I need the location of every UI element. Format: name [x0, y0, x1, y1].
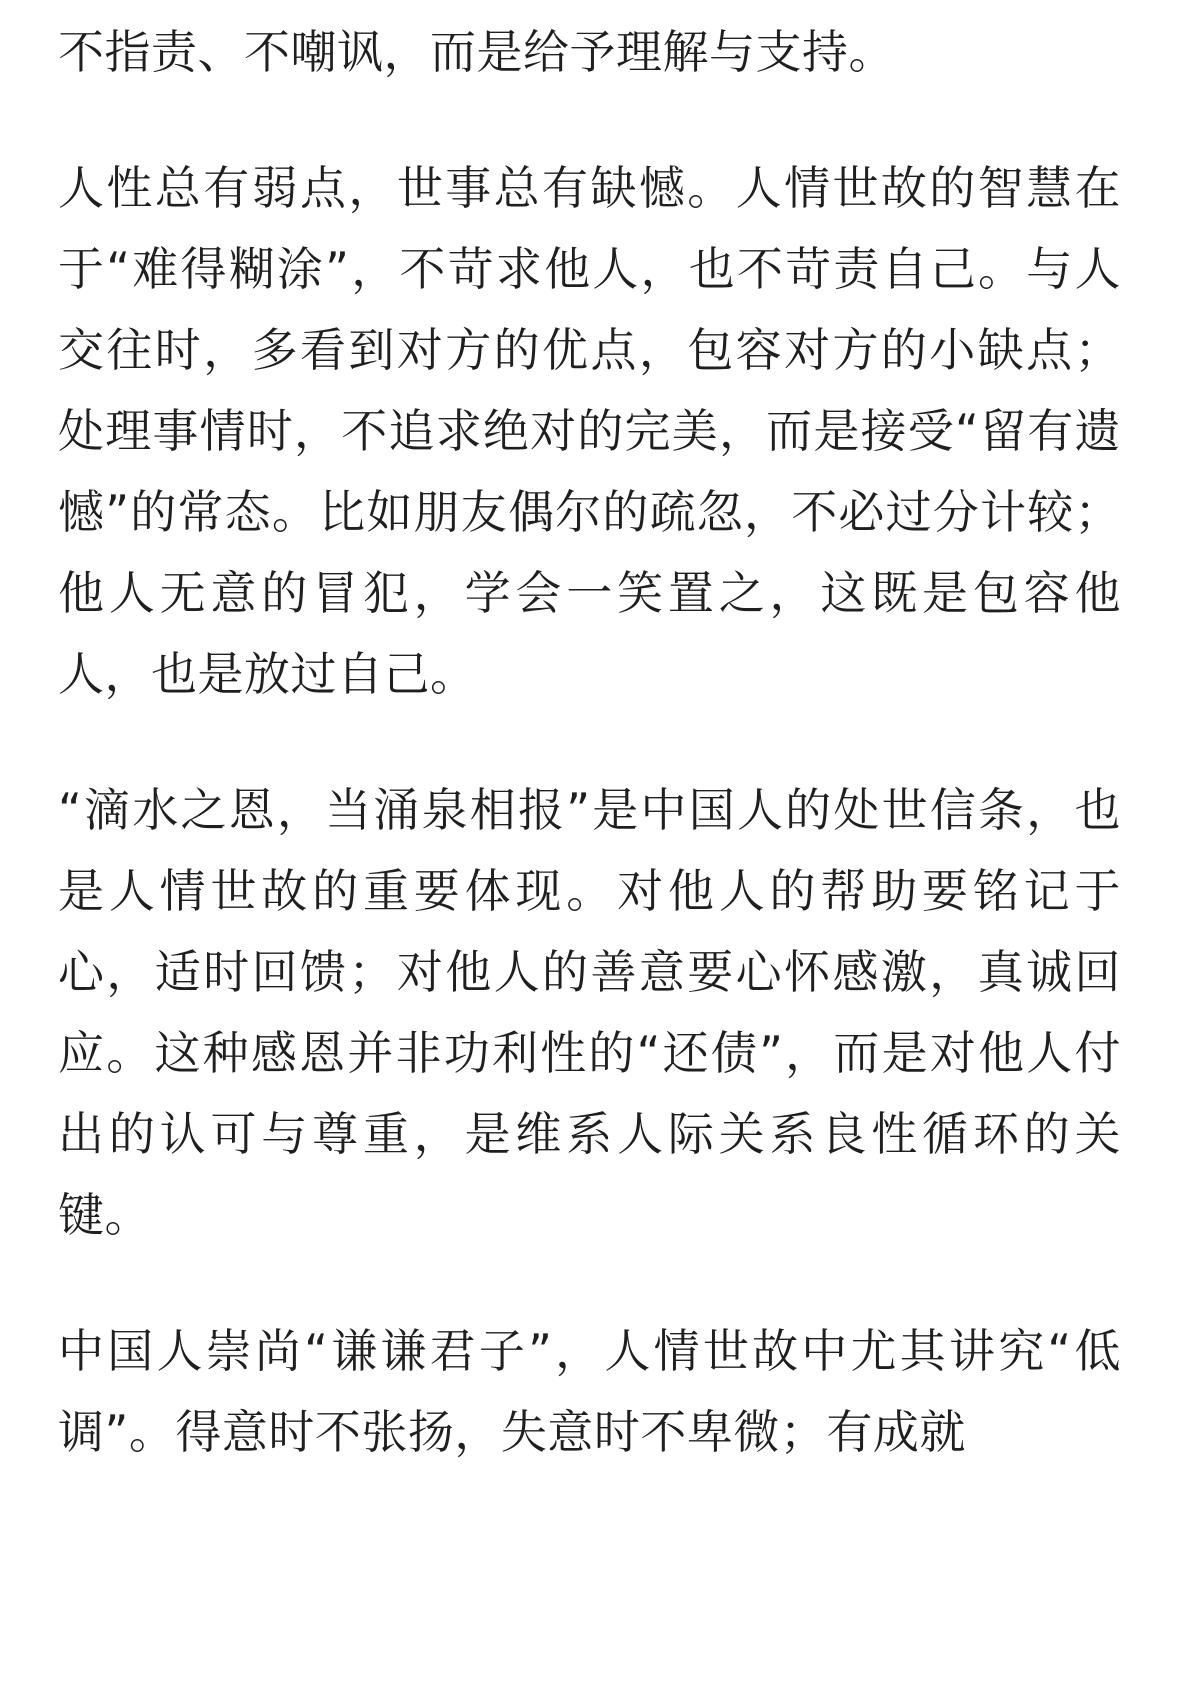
paragraph-2: 人性总有弱点，世事总有缺憾。人情世故的智慧在于“难得糊涂”，不苛求他人，也不苛责自己。与人交往时，多看到对方的优点，包容对方的小缺点；处理事情时，不追求绝对的完美，而是接受“留有遗憾”的常态。比如朋友偶尔的疏忽，不必过分计较；他人无意的冒犯，学会一笑置之，这既是包容他人，也是放过自己。	[58, 161, 1121, 701]
article-body	[58, 12, 1121, 1473]
paragraph-1: 不指责、不嘲讽，而是给予理解与支持。	[58, 25, 895, 79]
paragraph-3: “滴水之恩，当涌泉相报”是中国人的处世信条，也是人情世故的重要体现。对他人的帮助要铭记于心，适时回馈；对他人的善意要心怀感激，真诚回应。这种感恩并非功利性的“还债”，而是对他人付出的认可与尊重，是维系人际关系良性循环的关键。	[58, 783, 1121, 1242]
paragraph-4: 中国人崇尚“谦谦君子”，人情世故中尤其讲究“低调”。得意时不张扬，失意时不卑微；有成就	[58, 1324, 1121, 1459]
